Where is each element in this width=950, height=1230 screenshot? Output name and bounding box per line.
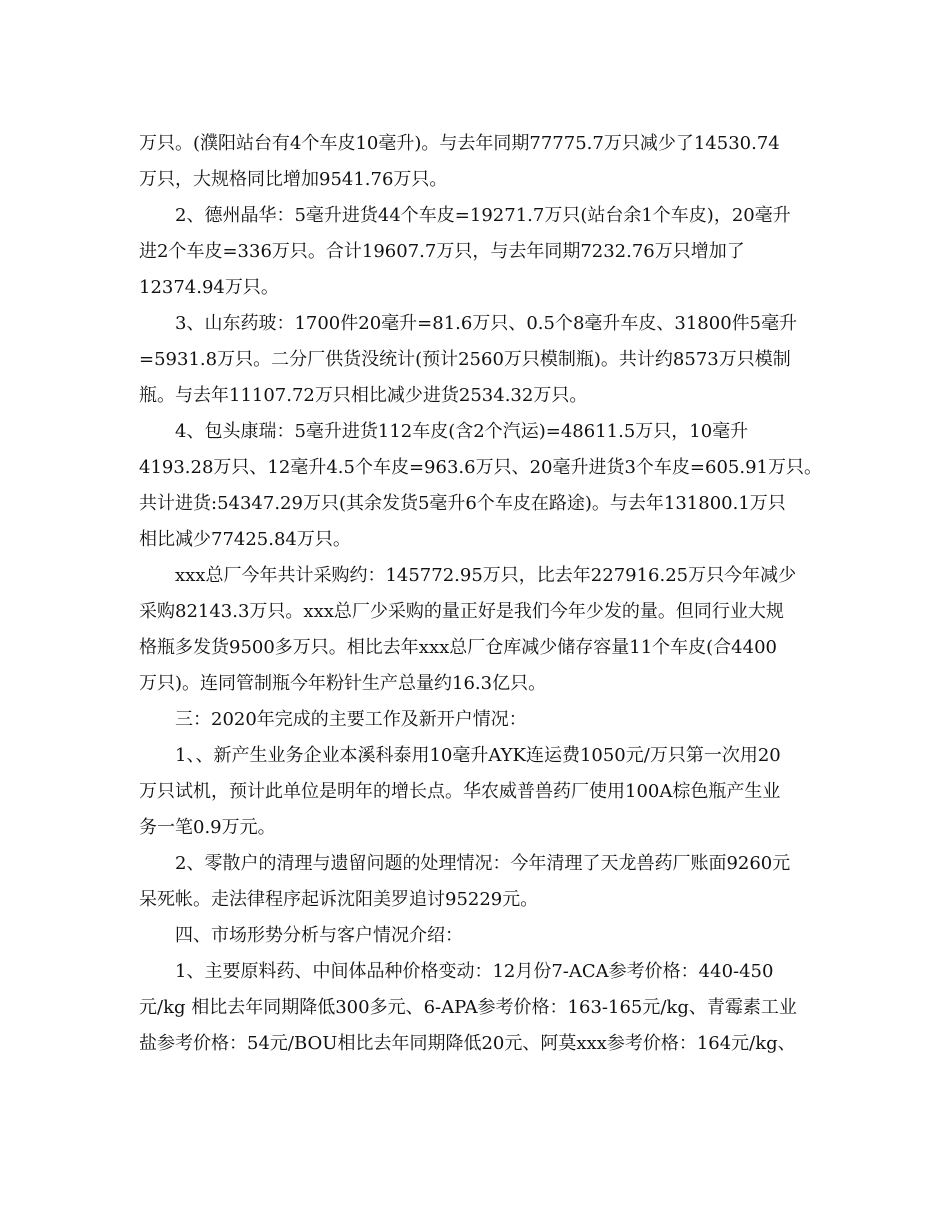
document-line: 四、市场形势分析与客户情况介绍： bbox=[175, 925, 463, 946]
document-line: 万只)。连同管制瓶今年粉针生产总量约16.3亿只。 bbox=[139, 673, 547, 694]
document-line: 1、主要原料药、中间体品种价格变动：12月份7-ACA参考价格：440-450 bbox=[175, 961, 774, 982]
document-line: 相比减少77425.84万只。 bbox=[139, 529, 351, 550]
document-line: 格瓶多发货9500多万只。相比去年xxx总厂仓库减少储存容量11个车皮(合4400 bbox=[139, 637, 777, 658]
document-line: 3、山东药玻：1700件20毫升=81.6万只、0.5个8毫升车皮、31800件5毫升 bbox=[175, 313, 798, 334]
document-line: 元/kg 相比去年同期降低300多元、6-APA参考价格：163-165元/kg、青霉素工业 bbox=[139, 997, 797, 1018]
document-line: 进2个车皮=336万只。合计19607.7万只，与去年同期7232.76万只增加了 bbox=[139, 241, 745, 262]
document-line: 共计进货:54347.29万只(其余发货5毫升6个车皮在路途)。与去年131800.1万只 bbox=[139, 493, 786, 514]
document-line: 4、包头康瑞：5毫升进货112车皮(含2个汽运)=48611.5万只，10毫升 bbox=[175, 421, 749, 442]
document-line: 1、、新产生业务企业本溪科泰用10毫升AYK连运费1050元/万只第一次用20 bbox=[175, 745, 781, 766]
document-line: 2、零散户的清理与遗留问题的处理情况：今年清理了天龙兽药厂账面9260元 bbox=[175, 853, 791, 874]
document-line: =5931.8万只。二分厂供货没统计(预计2560万只模制瓶)。共计约8573万只模制 bbox=[139, 349, 791, 370]
document-line: 12374.94万只。 bbox=[139, 277, 279, 298]
document-line: 采购82143.3万只。xxx总厂少采购的量正好是我们今年少发的量。但同行业大规 bbox=[139, 601, 784, 622]
document-line: 呆死帐。走法律程序起诉沈阳美罗追讨95229元。 bbox=[139, 889, 539, 910]
document-line: 务一笔0.9万元。 bbox=[139, 817, 276, 838]
document-line: 万只，大规格同比增加9541.76万只。 bbox=[139, 169, 448, 190]
document-line: 2、德州晶华：5毫升进货44个车皮=19271.7万只(站台余1个车皮)，20毫升 bbox=[175, 205, 791, 226]
document-line: 瓶。与去年11107.72万只相比减少进货2534.32万只。 bbox=[139, 385, 588, 406]
document-line: 万只。(濮阳站台有4个车皮10毫升)。与去年同期77775.7万只减少了14530.74 bbox=[139, 133, 780, 154]
document-line: 万只试机，预计此单位是明年的增长点。华农威普兽药厂使用100A棕色瓶产生业 bbox=[139, 781, 781, 802]
document-line: 4193.28万只、12毫升4.5个车皮=963.6万只、20毫升进货3个车皮=605.91万只。 bbox=[139, 457, 822, 478]
document-body bbox=[139, 126, 822, 1062]
document-line: 三：2020年完成的主要工作及新开户情况： bbox=[175, 709, 527, 730]
document-line: 盐参考价格：54元/BOU相比去年同期降低20元、阿莫xxx参考价格：164元/kg、 bbox=[139, 1033, 796, 1054]
document-line: xxx总厂今年共计采购约：145772.95万只，比去年227916.25万只今年减少 bbox=[175, 565, 797, 586]
